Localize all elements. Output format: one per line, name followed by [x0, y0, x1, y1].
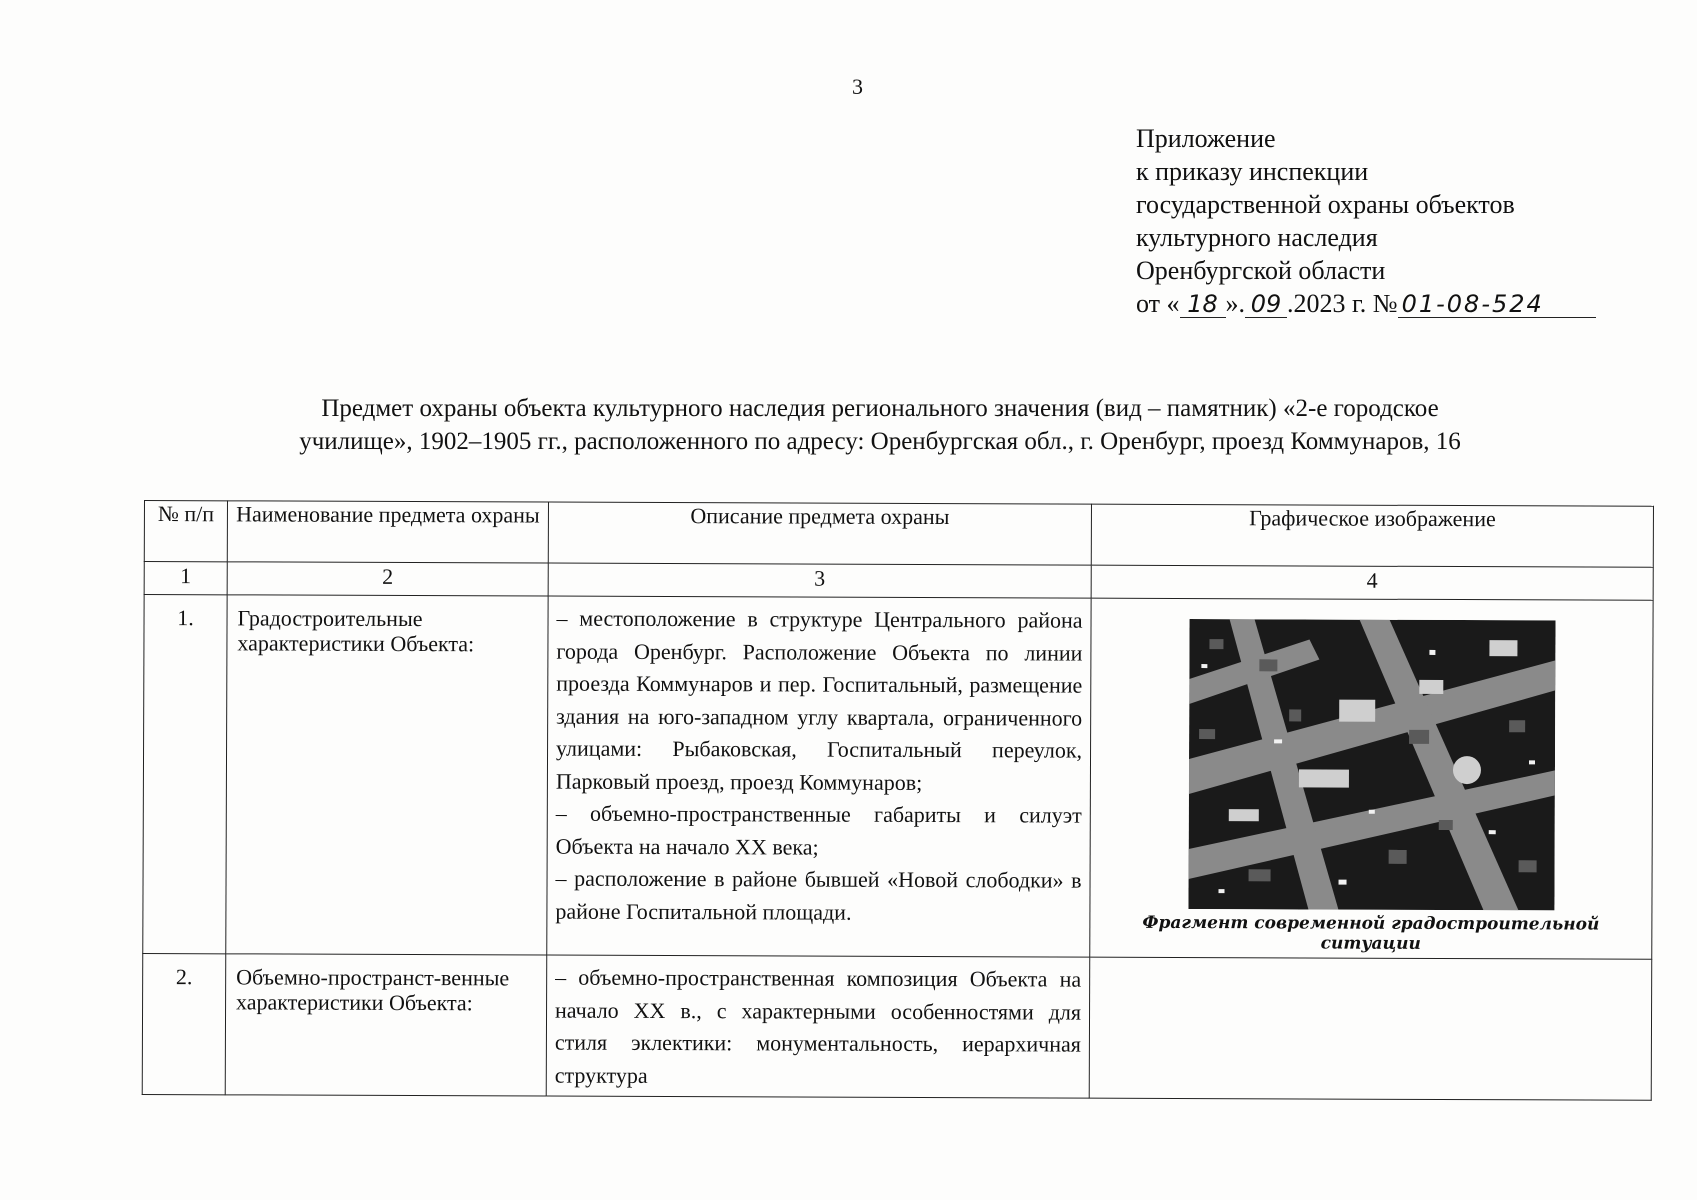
- aerial-map-image: [1188, 619, 1555, 910]
- description-item: – местоположение в структуре Центрального района города Оренбург. Расположение Объекта по линии проезда Коммунаров и пер. Госпитальный, размещение здания на юго-западном углу квартала, ограниченного улицами: Рыбаковская, Госпитальный переулок, Парковый проезд, проезд Коммунаров;: [555, 605, 1083, 795]
- header-number: № п/п: [144, 501, 227, 562]
- annex-block: [1136, 122, 1596, 320]
- handwritten-order-number: 01-08-524: [1398, 291, 1596, 318]
- page-number: 3: [852, 74, 863, 99]
- annex-line: государственной охраны объектов: [1136, 190, 1515, 219]
- header-graphic: Графическое изображение: [1091, 504, 1653, 567]
- table-row: [143, 595, 1653, 960]
- table-row: [142, 953, 1652, 1100]
- description-item: – объемно-пространственные габариты и силуэт Объекта на начало XX века;: [555, 800, 1082, 860]
- annex-line: Оренбургской области: [1136, 256, 1386, 285]
- date-suffix: .2023 г. №: [1287, 289, 1398, 318]
- row-description: [546, 955, 1090, 1098]
- image-caption: Фрагмент современной градостроительной ситуации: [1142, 912, 1600, 954]
- handwritten-day: 18: [1180, 291, 1226, 318]
- row-graphic: [1090, 598, 1653, 959]
- annex-line: культурного наследия: [1136, 223, 1378, 252]
- title-line-1: Предмет охраны объекта культурного наследия регионального значения (вид – памятник) «2-е городское: [321, 395, 1439, 422]
- column-number: 4: [1091, 565, 1653, 600]
- protection-subject-table: [142, 500, 1654, 1101]
- handwritten-month: 09: [1245, 291, 1287, 318]
- header-name: Наименование предмета охраны: [227, 501, 548, 563]
- description-item: – объемно-пространственная композиция Объекта на начало XX в., с характерными особенностями для стиля эклектики: монументальность, иерархичная структура: [554, 964, 1082, 1088]
- row-number: 1.: [143, 595, 227, 954]
- column-number: 3: [548, 563, 1091, 598]
- row-name: Градостроительные характеристики Объекта:: [226, 595, 548, 955]
- column-number: 2: [227, 562, 548, 596]
- title-line-2: училище», 1902–1905 гг., расположенного по адресу: Оренбургская обл., г. Оренбург, проезд Коммунаров, 16: [299, 428, 1461, 455]
- description-item: – расположение в районе бывшей «Новой слободки» в районе Госпитальной площади.: [555, 865, 1082, 925]
- row-graphic: [1089, 957, 1652, 1100]
- row-number: 2.: [142, 953, 226, 1094]
- annex-line: к приказу инспекции: [1136, 157, 1369, 186]
- row-name: Объемно-пространст-венные характеристики Объекта:: [225, 954, 547, 1096]
- order-date-line: [1136, 287, 1596, 320]
- table-header-row: [144, 501, 1653, 568]
- date-mid: ».: [1225, 289, 1246, 318]
- annex-line: Приложение: [1136, 124, 1276, 153]
- date-prefix: от «: [1136, 289, 1180, 318]
- row-description: [547, 596, 1091, 957]
- column-number: 1: [144, 562, 227, 595]
- header-description: Описание предмета охраны: [548, 502, 1091, 565]
- document-title: [200, 392, 1560, 458]
